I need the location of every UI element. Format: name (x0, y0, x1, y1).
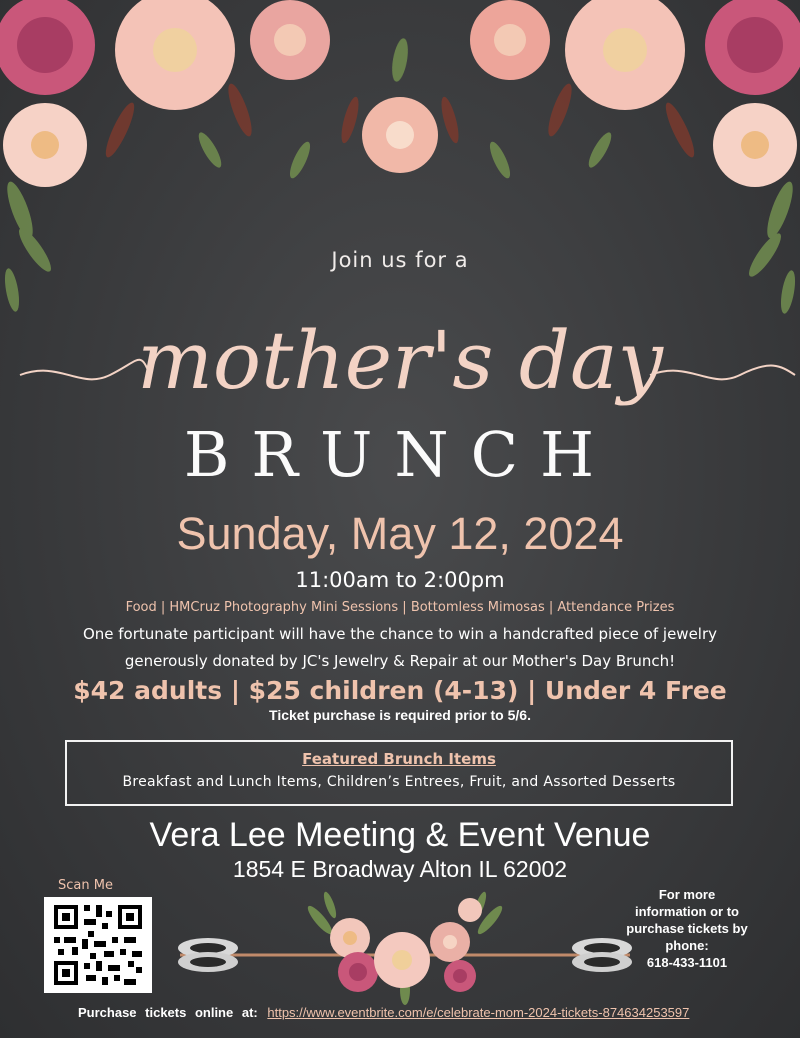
brunch-title: BRUNCH (183, 418, 617, 491)
giveaway-line-2: generously donated by JC's Jewelry & Repair at our Mother's Day Brunch! (124, 652, 676, 670)
scan-label: Scan Me (58, 878, 113, 893)
floral-garland-top (0, 0, 800, 320)
purchase-label: Purchase tickets online at: (78, 1005, 258, 1020)
qr-code[interactable] (44, 897, 152, 993)
featured-title: Featured Brunch Items (302, 750, 496, 768)
event-features: Food | HMCruz Photography Mini Sessions | Bottomless Mimosas | Attendance Prizes (125, 600, 675, 615)
venue-address: 1854 E Broadway Alton IL 62002 (232, 856, 568, 882)
event-date: Sunday, May 12, 2024 (176, 508, 624, 559)
rose-flowers (0, 0, 800, 187)
more-info-text (612, 886, 762, 971)
mothers-day-script-title (0, 280, 800, 420)
more-info-line-4: phone: (665, 938, 709, 953)
featured-items-box (65, 740, 733, 806)
purchase-online-line (78, 1005, 689, 1020)
phone-number[interactable]: 618-433-1101 (646, 955, 728, 970)
event-time: 11:00am to 2:00pm (295, 568, 505, 592)
invite-text: Join us for a (331, 248, 469, 272)
more-info-line-1: For more (658, 887, 716, 902)
purchase-deadline: Ticket purchase is required prior to 5/6. (269, 707, 531, 723)
ticket-prices: $42 adults | $25 children (4-13) | Under 4 Free (73, 676, 727, 705)
bouquet-flowers (330, 898, 482, 992)
script-title-text: mother's day (137, 314, 663, 407)
left-feather-icon (178, 938, 238, 972)
giveaway-line-1: One fortunate participant will have the chance to win a handcrafted piece of jewelry (82, 625, 718, 643)
leaf-sprigs (2, 37, 798, 315)
more-info-line-3: purchase tickets by (626, 921, 748, 936)
venue-name: Vera Lee Meeting & Event Venue (149, 816, 651, 854)
featured-items-list: Breakfast and Lunch Items, Children’s Entrees, Fruit, and Assorted Desserts (122, 774, 676, 790)
more-info-line-2: information or to (635, 904, 739, 919)
eventbrite-link[interactable]: https://www.eventbrite.com/e/celebrate-mom-2024-tickets-874634253597 (267, 1005, 690, 1020)
arrow-floral-decoration (170, 880, 640, 1005)
